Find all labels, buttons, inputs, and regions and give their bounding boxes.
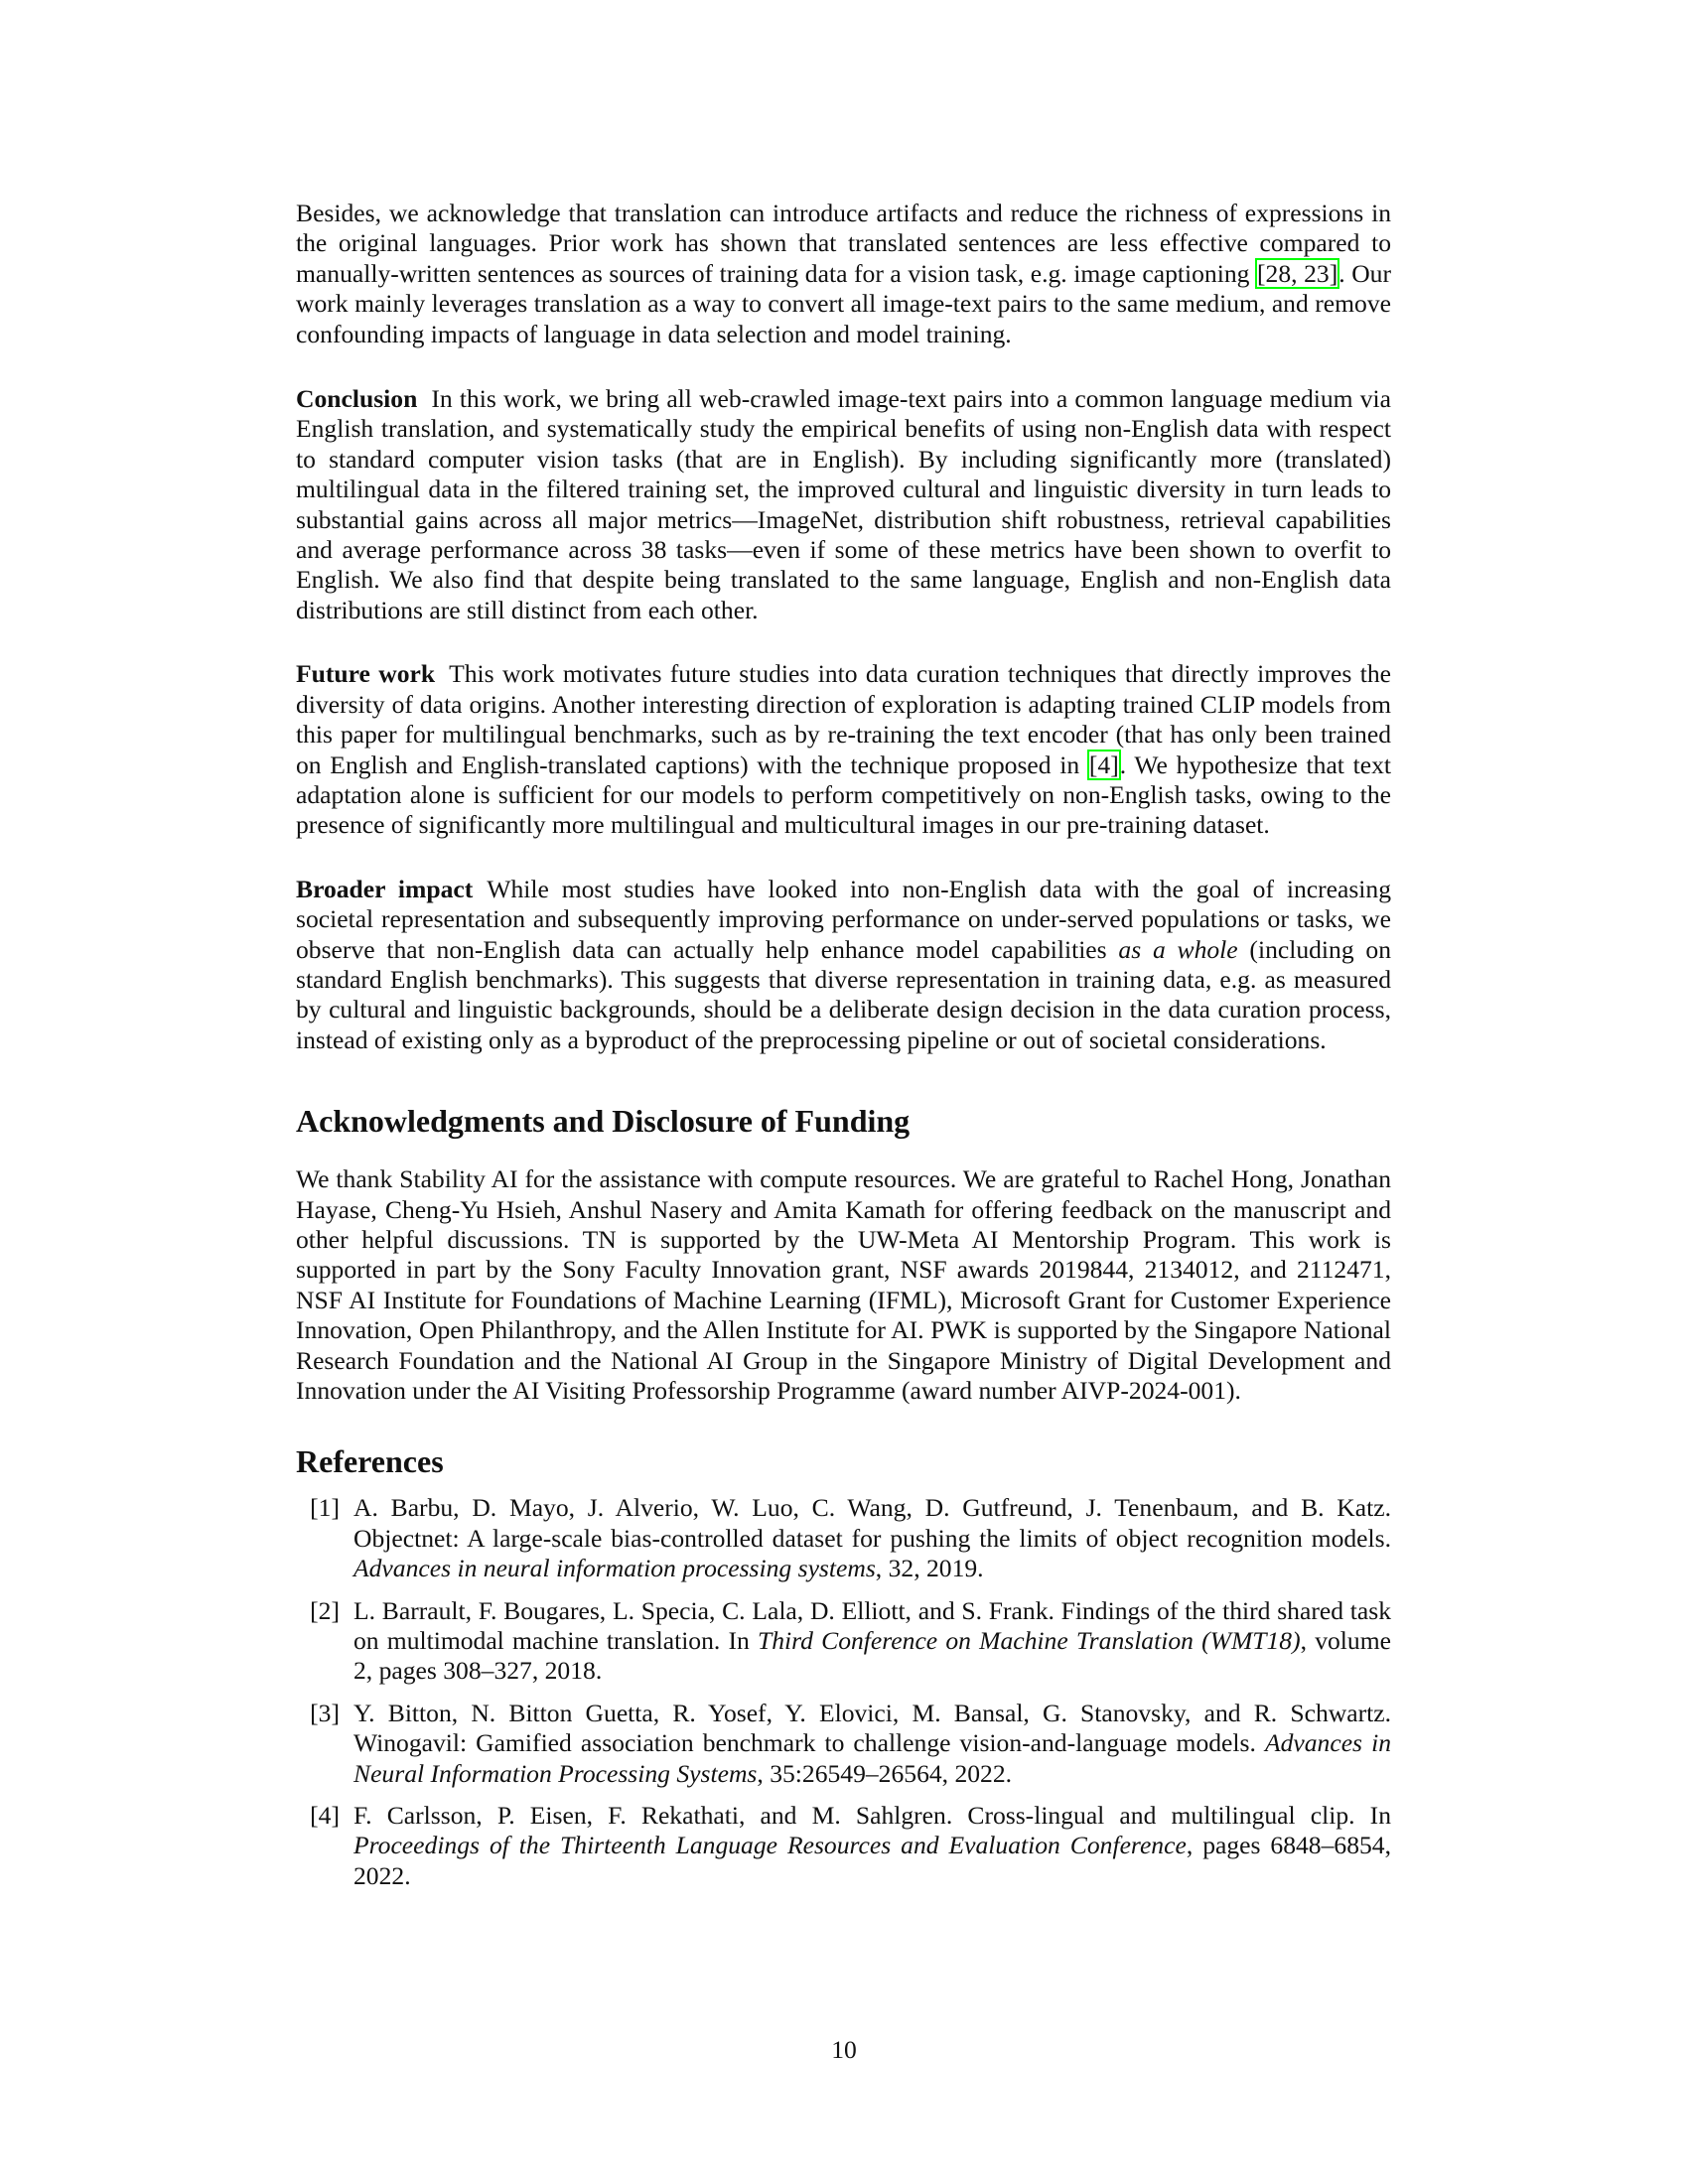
reference-item — [296, 1801, 1391, 1891]
emphasis-text: as a whole — [1118, 934, 1238, 964]
reference-item — [296, 1699, 1391, 1789]
reference-authors-title: A. Barbu, D. Mayo, J. Alverio, W. Luo, C. Wang, D. Gutfreund, J. Tenenbaum, and B. Katz. Objectnet: A large-scale bias-controlled dataset for pushing the limits of object recognition models. — [353, 1493, 1391, 1553]
reference-item — [296, 1596, 1391, 1687]
translation-caveat-paragraph — [296, 199, 1391, 349]
references-heading: References — [296, 1443, 444, 1480]
acknowledgments-heading: Acknowledgments and Disclosure of Funding — [296, 1103, 911, 1140]
paragraph-text: (including on standard English benchmarks). This suggests that diverse representation in training data, e.g. as measured by cultural and linguistic backgrounds, should be a deliberate design decision in the data curation process, instead of existing only as a byproduct of the preprocessing pipeline or out of societal considerations. — [296, 934, 1391, 1054]
reference-number: [2] — [310, 1595, 340, 1625]
paragraph-text: While most studies have looked into non-English data with the goal of increasing societal representation and subsequently improving performance on under-served populations or tasks, we observe that non-English data can actually help enhance model capabilities — [296, 874, 1392, 964]
reference-text — [353, 1596, 1391, 1687]
paragraph-text: Besides, we acknowledge that translation can introduce artifacts and reduce the richness of expressions in the original languages. Prior work has shown that translated sentences are less effective compared to manually-written sentences as sources of training data for a vision task, e.g. image captioning — [296, 199, 1391, 288]
reference-item — [296, 1493, 1391, 1583]
conclusion-paragraph — [296, 384, 1391, 625]
paragraph-text: . We hypothesize that text adaptation alone is sufficient for our models to perform competitively on non-English tasks, owing to the presence of significantly more multilingual and multicultural images in our pre-training dataset. — [296, 750, 1392, 840]
page-content — [296, 199, 1391, 1903]
paragraph-text: This work motivates future studies into data curation techniques that directly improves the diversity of data origins. Another interesting direction of exploration is adapting trained CLIP models from this paper for multilingual benchmarks, such as by re-training the text encoder (that has only been trained on English and English-translated captions) with the technique proposed in — [296, 659, 1391, 779]
reference-venue: Third Conference on Machine Translation (WMT18) — [758, 1626, 1301, 1656]
future-work-heading: Future work — [296, 659, 436, 689]
reference-details: , pages 6848–6854, 2022. — [353, 1831, 1391, 1890]
reference-details: , volume 2, pages 308–327, 2018. — [353, 1626, 1391, 1686]
citation-link[interactable]: [4] — [1088, 750, 1119, 779]
reference-authors-title: F. Carlsson, P. Eisen, F. Rekathati, and M. Sahlgren. Cross-lingual and multilingual clip. In — [353, 1801, 1391, 1831]
broader-impact-heading: Broader impact — [296, 874, 474, 903]
reference-number: [4] — [310, 1801, 340, 1831]
reference-venue: Advances in Neural Information Processing Systems — [353, 1728, 1391, 1788]
reference-details: , 32, 2019. — [875, 1554, 984, 1583]
reference-text — [353, 1801, 1391, 1891]
reference-number: [3] — [310, 1698, 340, 1727]
citation-link[interactable]: [28, 23] — [1257, 258, 1338, 288]
reference-number: [1] — [310, 1493, 340, 1523]
reference-details: , 35:26549–26564, 2022. — [757, 1758, 1013, 1788]
reference-authors-title: L. Barrault, F. Bougares, L. Specia, C. Lala, D. Elliott, and S. Frank. Findings of the third shared task on multimodal machine translation. In — [353, 1595, 1391, 1656]
paragraph-text: In this work, we bring all web-crawled image-text pairs into a common language medium via English translation, and systematically study the empirical benefits of using non-English data with respect to standard computer vision tasks (that are in English). By including significantly more (translated) multilingual data in the filtered training set, the improved cultural and linguistic diversity in turn leads to substantial gains across all major metrics—ImageNet, distribution shift robustness, retrieval capabilities and average performance across 38 tasks—even if some of these metrics have been shown to overfit to English. We also find that despite being translated to the same language, English and non-English data distributions are still distinct from each other. — [296, 384, 1391, 624]
paragraph-text: . Our work mainly leverages translation as a way to convert all image-text pairs to the same medium, and remove confounding impacts of language in data selection and model training. — [296, 258, 1392, 348]
reference-text — [353, 1493, 1391, 1583]
page-number: 10 — [831, 2035, 857, 2064]
conclusion-heading: Conclusion — [296, 384, 418, 414]
reference-venue: Advances in neural information processing systems — [353, 1554, 876, 1583]
future-work-paragraph — [296, 659, 1391, 840]
acknowledgments-paragraph: We thank Stability AI for the assistance with compute resources. We are grateful to Rachel Hong, Jonathan Hayase, Cheng-Yu Hsieh, Anshul Nasery and Amita Kamath for offering feedback on the manuscript and other helpful discussions. TN is supported by the UW-Meta AI Mentorship Program. This work is supported in part by the Sony Faculty Innovation grant, NSF awards 2019844, 2134012, and 2112471, NSF AI Institute for Foundations of Machine Learning (IFML), Microsoft Grant for Customer Experience Innovation, Open Philanthropy, and the Allen Institute for AI. PWK is supported by the Singapore National Research Foundation and the National AI Group in the Singapore Ministry of Digital Development and Innovation under the AI Visiting Professorship Programme (award number AIVP-2024-001). — [296, 1164, 1391, 1405]
broader-impact-paragraph — [296, 875, 1391, 1055]
reference-text — [353, 1699, 1391, 1789]
reference-venue: Proceedings of the Thirteenth Language Resources and Evaluation Conference — [353, 1831, 1187, 1860]
reference-list — [296, 1493, 1391, 1891]
reference-authors-title: Y. Bitton, N. Bitton Guetta, R. Yosef, Y. Elovici, M. Bansal, G. Stanovsky, and R. Schwartz. Winogavil: Gamified association benchmark to challenge vision-and-language models. — [353, 1698, 1391, 1758]
